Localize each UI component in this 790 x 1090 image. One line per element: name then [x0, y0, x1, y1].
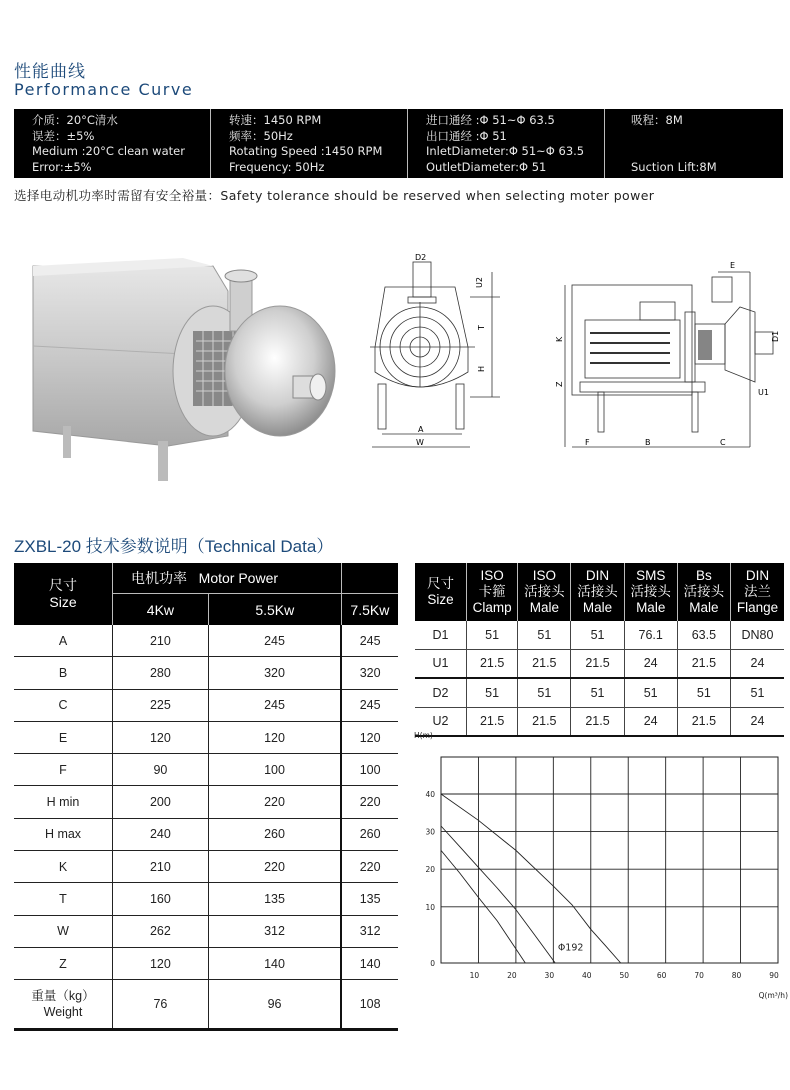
cell-value: 280 [113, 657, 209, 689]
row-label: W [14, 915, 113, 947]
cell-value: 312 [208, 915, 341, 947]
size-header-en: Size [49, 594, 77, 610]
section-title-en: Performance Curve [14, 80, 194, 99]
spec-line: InletDiameter:Φ 51~Φ 63.5 [426, 144, 585, 158]
cell-value: 51 [571, 678, 624, 707]
cell-value: 21.5 [518, 649, 571, 678]
side-view-drawing [540, 252, 790, 462]
label-u2: U2 [475, 277, 484, 288]
blank-header [341, 563, 398, 594]
row-label: A [14, 625, 113, 657]
cell-value: DN80 [730, 621, 784, 649]
cell-value: 120 [113, 947, 209, 979]
table-row [14, 657, 398, 689]
motor-power-header: 电机功率 Motor Power [113, 563, 342, 594]
cell-value: 100 [208, 754, 341, 786]
cell-value: 120 [208, 721, 341, 753]
table-row [14, 915, 398, 947]
cell-value: 220 [208, 851, 341, 883]
cell-value: 312 [341, 915, 398, 947]
x-tick-label: 80 [731, 971, 742, 980]
table-row [14, 818, 398, 850]
cell-value: 210 [113, 851, 209, 883]
y-tick-label: 30 [425, 827, 435, 837]
cell-value: 220 [341, 851, 398, 883]
cell-value: 21.5 [571, 707, 624, 736]
label-z: Z [555, 381, 564, 387]
cell-value: 320 [341, 657, 398, 689]
cell-value: 260 [208, 818, 341, 850]
table-row [14, 754, 398, 786]
cell-value: 225 [113, 689, 209, 721]
cell-value: 245 [208, 689, 341, 721]
plot-frame [441, 757, 778, 963]
cell-value: 120 [113, 721, 209, 753]
size-header [14, 563, 113, 625]
pump-photo [8, 236, 343, 486]
spec-speed [211, 109, 408, 178]
label-h: H [477, 365, 486, 372]
cell-value: 160 [113, 883, 209, 915]
cell-value: 76 [113, 980, 209, 1030]
cell-value: 140 [208, 947, 341, 979]
cell-value: 220 [208, 786, 341, 818]
cell-value: 240 [113, 818, 209, 850]
x-tick-label: 30 [544, 971, 555, 980]
cell-value: 51 [467, 678, 518, 707]
row-label: U1 [415, 649, 467, 678]
cell-value: 260 [341, 818, 398, 850]
motor-size-table [14, 563, 398, 1031]
column-header: 尺寸 Size [415, 563, 467, 621]
row-label: H max [14, 818, 113, 850]
tech-data-title: ZXBL-20 技术参数说明（Technical Data） [14, 537, 334, 556]
cell-value: 21.5 [518, 707, 571, 736]
label-w: W [416, 438, 424, 447]
spec-line: Error:±5% [32, 159, 92, 174]
table-row [415, 678, 784, 707]
x-tick-label: 40 [582, 971, 592, 980]
x-tick-label: 90 [769, 971, 779, 980]
cell-value: 262 [113, 915, 209, 947]
cell-value: 245 [341, 625, 398, 657]
spec-line: Frequency: 50Hz [229, 159, 325, 174]
label-f: F [585, 438, 590, 447]
safety-note: 选择电动机功率时需留有安全裕量：Safety tolerance should be reserved when selecting moter power [14, 188, 655, 203]
cell-value: 76.1 [624, 621, 677, 649]
cell-value: 24 [730, 649, 784, 678]
spec-line: 转速：1450 RPM [229, 113, 322, 127]
table-row [14, 851, 398, 883]
table-row [14, 883, 398, 915]
spec-suction [605, 109, 783, 178]
cell-value: 51 [518, 621, 571, 649]
cell-value: 24 [624, 649, 677, 678]
cell-value: 51 [624, 678, 677, 707]
row-label: E [14, 721, 113, 753]
table-row [14, 625, 398, 657]
connection-size-table [415, 563, 784, 737]
x-tick-label: 60 [656, 971, 667, 980]
cell-value: 210 [113, 625, 209, 657]
cell-value: 96 [208, 980, 341, 1030]
spec-line: OutletDiameter:Φ 51 [426, 159, 547, 174]
spec-line: 误差：±5% [32, 128, 95, 143]
column-header: DIN 法兰 Flange [730, 563, 784, 621]
cell-value: 108 [341, 980, 398, 1030]
spec-line: 出口通经 :Φ 51 [426, 128, 507, 143]
x-tick-label: 70 [694, 971, 704, 980]
row-label: B [14, 657, 113, 689]
spec-line: Medium :20°C clean water [32, 144, 185, 158]
y-axis-label: H(m) [414, 731, 433, 740]
spec-line: Rotating Speed :1450 RPM [229, 144, 383, 158]
row-label: F [14, 754, 113, 786]
col-4kw: 4Kw [113, 594, 209, 626]
label-a: A [418, 425, 424, 434]
column-header: SMS 活接头 Male [624, 563, 677, 621]
row-label: U2 [415, 707, 467, 736]
row-label: 重量（kg） Weight [14, 980, 113, 1030]
cell-value: 21.5 [571, 649, 624, 678]
y-tick-label: 40 [425, 790, 435, 799]
table-row [415, 649, 784, 678]
table-row [415, 621, 784, 649]
cell-value: 51 [467, 621, 518, 649]
x-tick-label: 50 [619, 971, 629, 980]
cell-value: 21.5 [677, 707, 730, 736]
cell-value: 245 [341, 689, 398, 721]
cell-value: 21.5 [467, 649, 518, 678]
spec-line: 频率：50Hz [229, 128, 293, 143]
table-row [14, 947, 398, 979]
cell-value: 51 [518, 678, 571, 707]
table-row-weight [14, 980, 398, 1030]
y-tick-label: 0 [430, 959, 435, 968]
column-header: Bs 活接头 Male [677, 563, 730, 621]
spec-line: 吸程：8M [631, 113, 683, 127]
row-label: T [14, 883, 113, 915]
cell-value: 21.5 [677, 649, 730, 678]
label-d1: D1 [771, 330, 780, 342]
row-label: D2 [415, 678, 467, 707]
table-row [14, 786, 398, 818]
cell-value: 140 [341, 947, 398, 979]
y-tick-label: 20 [425, 865, 435, 875]
cell-value: 200 [113, 786, 209, 818]
cell-value: 135 [341, 883, 398, 915]
impeller-annotation: Φ192 [557, 942, 584, 954]
col-5-5kw: 5.5Kw [208, 594, 341, 626]
cell-value: 21.5 [467, 707, 518, 736]
y-tick-label: 10 [425, 902, 435, 912]
row-label: Z [14, 947, 113, 979]
curve-medium [441, 826, 555, 963]
cell-value: 63.5 [677, 621, 730, 649]
cell-value: 120 [341, 721, 398, 753]
row-label: C [14, 689, 113, 721]
cell-value: 51 [730, 678, 784, 707]
row-label: H min [14, 786, 113, 818]
x-tick-label: 20 [507, 971, 517, 980]
spec-box [14, 109, 783, 178]
cell-value: 220 [341, 786, 398, 818]
spec-line: Suction Lift:8M [631, 159, 717, 174]
table-row [14, 689, 398, 721]
label-k: K [555, 336, 564, 342]
label-e: E [730, 261, 736, 270]
column-header: DIN 活接头 Male [571, 563, 624, 621]
cell-value: 24 [730, 707, 784, 736]
cell-value: 245 [208, 625, 341, 657]
curve-large [441, 794, 621, 963]
row-label: D1 [415, 621, 467, 649]
performance-chart [412, 730, 790, 1010]
cell-value: 100 [341, 754, 398, 786]
cell-value: 135 [208, 883, 341, 915]
spec-medium [14, 109, 211, 178]
label-b: B [645, 438, 651, 447]
size-header-cn: 尺寸 [49, 577, 77, 593]
label-c: C [720, 438, 726, 447]
cell-value: 51 [571, 621, 624, 649]
row-label: K [14, 851, 113, 883]
x-tick-label: 10 [469, 971, 480, 980]
cell-value: 51 [677, 678, 730, 707]
spec-line: 进口通经 :Φ 51~Φ 63.5 [426, 113, 555, 127]
spec-line: 介质：20°C清水 [32, 113, 118, 127]
column-header: ISO 活接头 Male [518, 563, 571, 621]
cell-value: 24 [624, 707, 677, 736]
spec-diameter [408, 109, 605, 178]
column-header: ISO 卡箍 Clamp [467, 563, 518, 621]
table-row [14, 721, 398, 753]
label-u1: U1 [758, 388, 769, 397]
section-title-cn: 性能曲线 [14, 62, 86, 82]
cell-value: 320 [208, 657, 341, 689]
x-axis-label: Q(m³/h) [758, 991, 788, 1000]
col-7-5kw: 7.5Kw [341, 594, 398, 626]
label-t: T [477, 325, 486, 330]
front-view-drawing [360, 252, 510, 462]
label-d2: D2 [415, 253, 427, 262]
cell-value: 90 [113, 754, 209, 786]
